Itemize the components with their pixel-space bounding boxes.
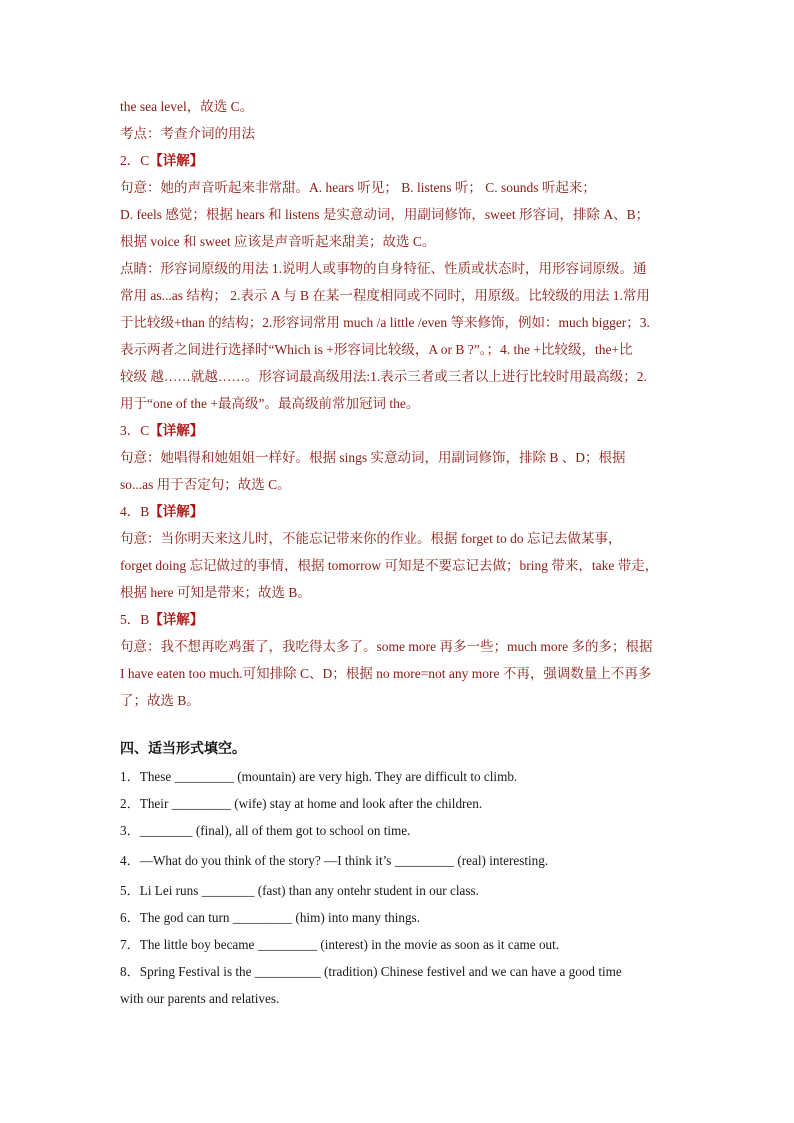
question-item: 7．The little boy became _________ (interest) in the movie as soon as it came out. (120, 937, 560, 952)
answer-number: 5．B (120, 612, 150, 627)
section-title: 四、适当形式填空。 (120, 742, 246, 757)
answer-line: 较级 越……就越……。形容词最高级用法:1.表示三者或三者以上进行比较时用最高级；2. (120, 369, 647, 384)
answer-line: D. feels 感觉；根据 hears 和 listens 是实意动词，用副词修饰，sweet 形容词，排除 A、B； (120, 207, 650, 222)
answer-line: 句意：她唱得和她姐姐一样好。根据 sings 实意动词，用副词修饰，排除 B 、D；根据 (120, 450, 626, 465)
document-page (120, 93, 680, 1012)
question-item: 2．Their _________ (wife) stay at home and look after the children. (120, 796, 483, 811)
detail-tag: 【详解】 (149, 153, 204, 168)
answer-line: 常用 as...as 结构； 2.表示 A 与 B 在某一程度相同或不同时，用原级。比较级的用法 1.常用 (120, 288, 650, 303)
answer-line: 句意：我不想再吃鸡蛋了，我吃得太多了。some more 再多一些；much more 多的多；根据 (120, 639, 653, 654)
answer-line: 考点：考查介词的用法 (120, 126, 255, 141)
question-item: 3．________ (final), all of them got to school on time. (120, 823, 411, 838)
answer-line: 句意：她的声音听起来非常甜。A. hears 听见； B. listens 听； C. sounds 听起来； (120, 180, 596, 195)
answer-line: the sea level，故选 C。 (120, 99, 254, 114)
answer-header-5 (120, 606, 680, 633)
answer-number: 2．C (120, 153, 150, 168)
question-item-continuation: with our parents and relatives. (120, 991, 280, 1006)
answer-line: 表示两者之间进行选择时“Which is +形容词比较级，A or B ?”。；4. the +比较级，the+比 (120, 342, 633, 357)
answer-line: 了；故选 B。 (120, 693, 200, 708)
answer-number: 3．C (120, 423, 150, 438)
question-item: 1．These _________ (mountain) are very high. They are difficult to climb. (120, 769, 518, 784)
answer-line: 用于“one of the +最高级”。最高级前常加冠词 the。 (120, 396, 420, 411)
answer-line: so...as 用于否定句；故选 C。 (120, 477, 291, 492)
answer-number: 4．B (120, 504, 150, 519)
question-item: 8．Spring Festival is the __________ (tradition) Chinese festivel and we can have a good time (120, 964, 622, 979)
answer-line: I have eaten too much.可知排除 C、D；根据 no more=not any more 不再，强调数量上不再多 (120, 666, 652, 681)
answer-explanations (120, 93, 680, 714)
answer-line: 点睛：形容词原级的用法 1.说明人或事物的自身特征、性质或状态时，用形容词原级。通 (120, 261, 647, 276)
answer-header-2 (120, 147, 680, 174)
question-item: 6．The god can turn _________ (him) into many things. (120, 910, 420, 925)
answer-header-3 (120, 417, 680, 444)
fill-in-questions (120, 763, 680, 1012)
answer-line: 根据 here 可知是带来；故选 B。 (120, 585, 311, 600)
answer-line: 于比较级+than 的结构；2.形容词常用 much /a little /even 等来修饰，例如：much bigger；3. (120, 315, 650, 330)
detail-tag: 【详解】 (149, 504, 204, 519)
question-item: 4．—What do you think of the story? —I think it’s _________ (real) interesting. (120, 853, 549, 868)
answer-line: forget doing 忘记做过的事情，根据 tomorrow 可知是不要忘记去做；bring 带来，take 带走， (120, 558, 659, 573)
question-item: 5．Li Lei runs ________ (fast) than any ontehr student in our class. (120, 883, 479, 898)
detail-tag: 【详解】 (149, 423, 204, 438)
answer-line: 根据 voice 和 sweet 应该是声音听起来甜美；故选 C。 (120, 234, 436, 249)
answer-header-4 (120, 498, 680, 525)
detail-tag: 【详解】 (149, 612, 204, 627)
answer-line: 句意：当你明天来这儿时，不能忘记带来你的作业。根据 forget to do 忘记去做某事， (120, 531, 622, 546)
